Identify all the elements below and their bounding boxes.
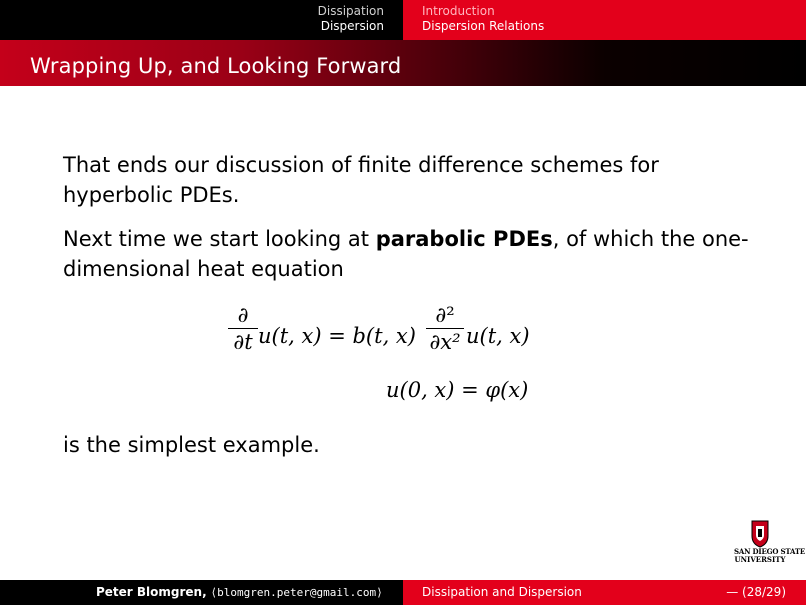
lhs-expression: u(t, x) = b(t, x): [258, 324, 416, 348]
footer: [0, 580, 806, 605]
rhs-expression: u(t, x): [466, 324, 530, 348]
footer-author: Peter Blomgren,: [96, 585, 207, 599]
footer-short-title: Dissipation and Dispersion: [422, 585, 582, 599]
lhs-den-var: t: [244, 330, 253, 354]
paragraph-parabolic-post: , of which the one-dimensional heat equation: [63, 227, 749, 281]
nav-link-dispersion[interactable]: Dispersion: [320, 19, 384, 33]
lhs-denominator: [228, 329, 258, 355]
lhs-numerator: ∂: [237, 303, 249, 327]
nav-subsections-right: [403, 0, 806, 40]
lhs-fraction: [228, 302, 258, 355]
footer-author-block: [0, 580, 403, 605]
university-logo: [734, 520, 805, 568]
frame-title-bar: [0, 40, 806, 86]
logo-line2: UNIVERSITY: [734, 555, 786, 564]
initial-condition: u(0, x) = φ(x): [386, 378, 529, 402]
top-navigation: [0, 0, 806, 40]
lhs-den-partial: ∂: [233, 330, 245, 354]
footer-page-number: — (28/29): [726, 585, 786, 599]
paragraph-parabolic: [63, 224, 763, 284]
paragraph-parabolic-pre: Next time we start looking at: [63, 227, 376, 251]
nav-sections-left: [0, 0, 403, 40]
paragraph-hyperbolic: That ends our discussion of finite difference schemes for hyperbolic PDEs.: [63, 153, 659, 207]
footer-email: ⟨blomgren.peter@gmail.com⟩: [210, 586, 383, 599]
nav-link-dispersion-relations[interactable]: Dispersion Relations: [422, 19, 545, 33]
paragraph-parabolic-bold: parabolic PDEs: [375, 227, 553, 251]
logo-line1: SAN DIEGO STATE: [734, 547, 805, 556]
nav-link-dissipation[interactable]: Dissipation: [317, 4, 384, 18]
shield-icon: [751, 520, 769, 548]
footer-title-block: [403, 580, 806, 605]
rhs-fraction: [426, 302, 464, 355]
nav-link-introduction[interactable]: Introduction: [422, 4, 495, 18]
rhs-numerator: ∂²: [435, 303, 455, 327]
frame-title: Wrapping Up, and Looking Forward: [30, 54, 402, 78]
paragraph-simplest: is the simplest example.: [63, 433, 320, 457]
rhs-denominator: ∂x²: [429, 330, 461, 354]
